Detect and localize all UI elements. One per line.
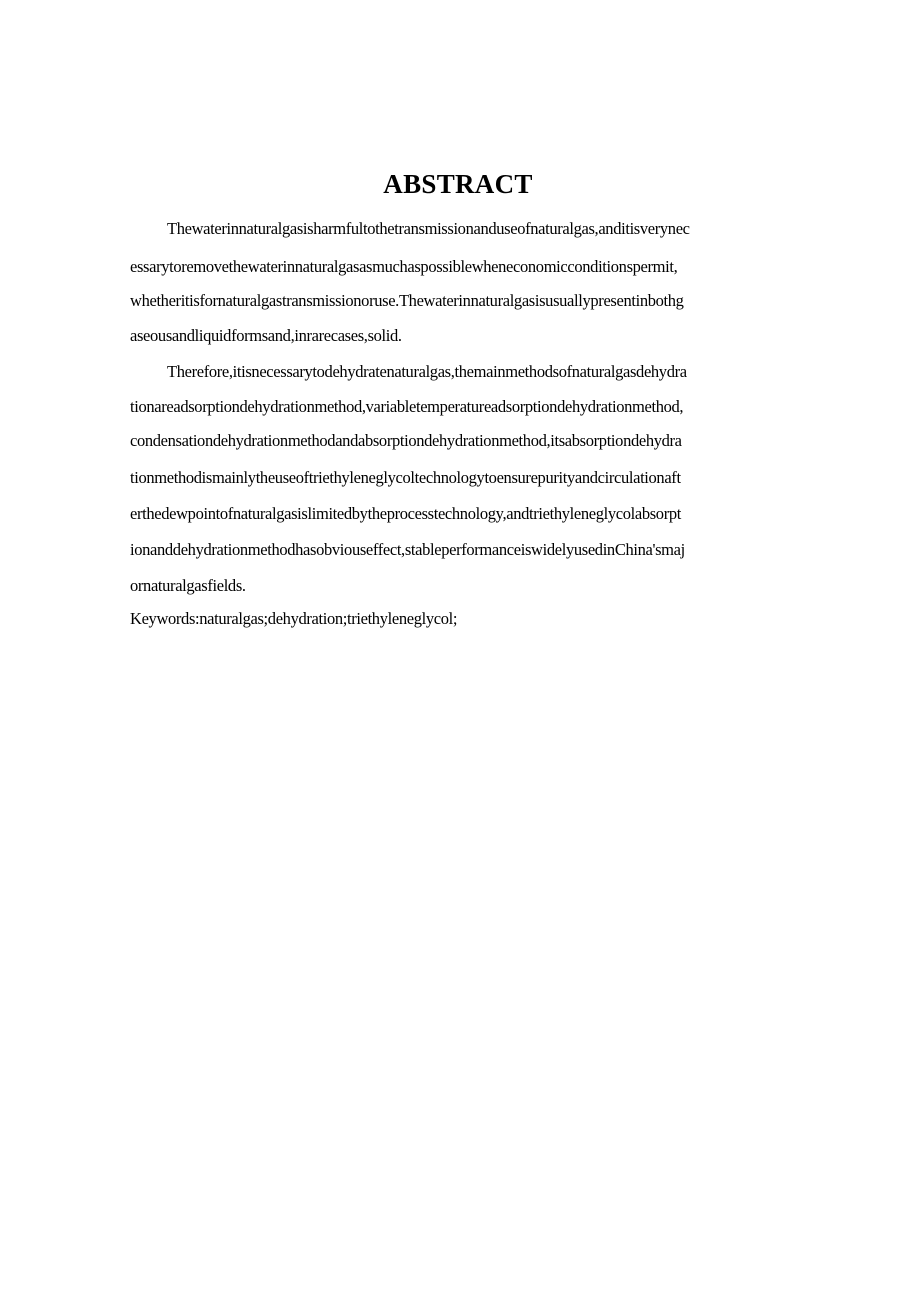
keywords-line: Keywords:naturalgas;dehydration;triethyleneglycol; <box>130 609 458 628</box>
paragraph-line: tionmethodismainlytheuseoftriethyleneglycoltechnologytoensurepurityandcirculationaft <box>130 468 681 487</box>
paragraph-line: Therefore,itisnecessarytodehydratenaturalgas,themainmethodsofnaturalgasdehydra <box>167 362 687 381</box>
paragraph-line: essarytoremovethewaterinnaturalgasasmuchaspossiblewheneconomicconditionspermit, <box>130 257 678 276</box>
paragraph-line: ionanddehydrationmethodhasobviouseffect,stableperformanceiswidelyusedinChina'smaj <box>130 540 685 559</box>
paragraph-line: tionareadsorptiondehydrationmethod,variabletemperatureadsorptiondehydrationmethod, <box>130 397 684 416</box>
paragraph-line: whetheritisfornaturalgastransmissionoruse.Thewaterinnaturalgasisusuallypresentinbothg <box>130 291 684 310</box>
abstract-heading: ABSTRACT <box>383 169 533 199</box>
paragraph-line: ornaturalgasfields. <box>130 576 246 595</box>
paragraph-line: Thewaterinnaturalgasisharmfultothetransmissionanduseofnaturalgas,anditisverynec <box>167 219 690 238</box>
paragraph-line: erthedewpointofnaturalgasislimitedbytheprocesstechnology,andtriethyleneglycolabsorpt <box>130 504 681 523</box>
paragraph-line: aseousandliquidformsand,inrarecases,solid. <box>130 326 402 345</box>
paragraph-line: condensationdehydrationmethodandabsorptiondehydrationmethod,itsabsorptiondehydra <box>130 431 682 450</box>
